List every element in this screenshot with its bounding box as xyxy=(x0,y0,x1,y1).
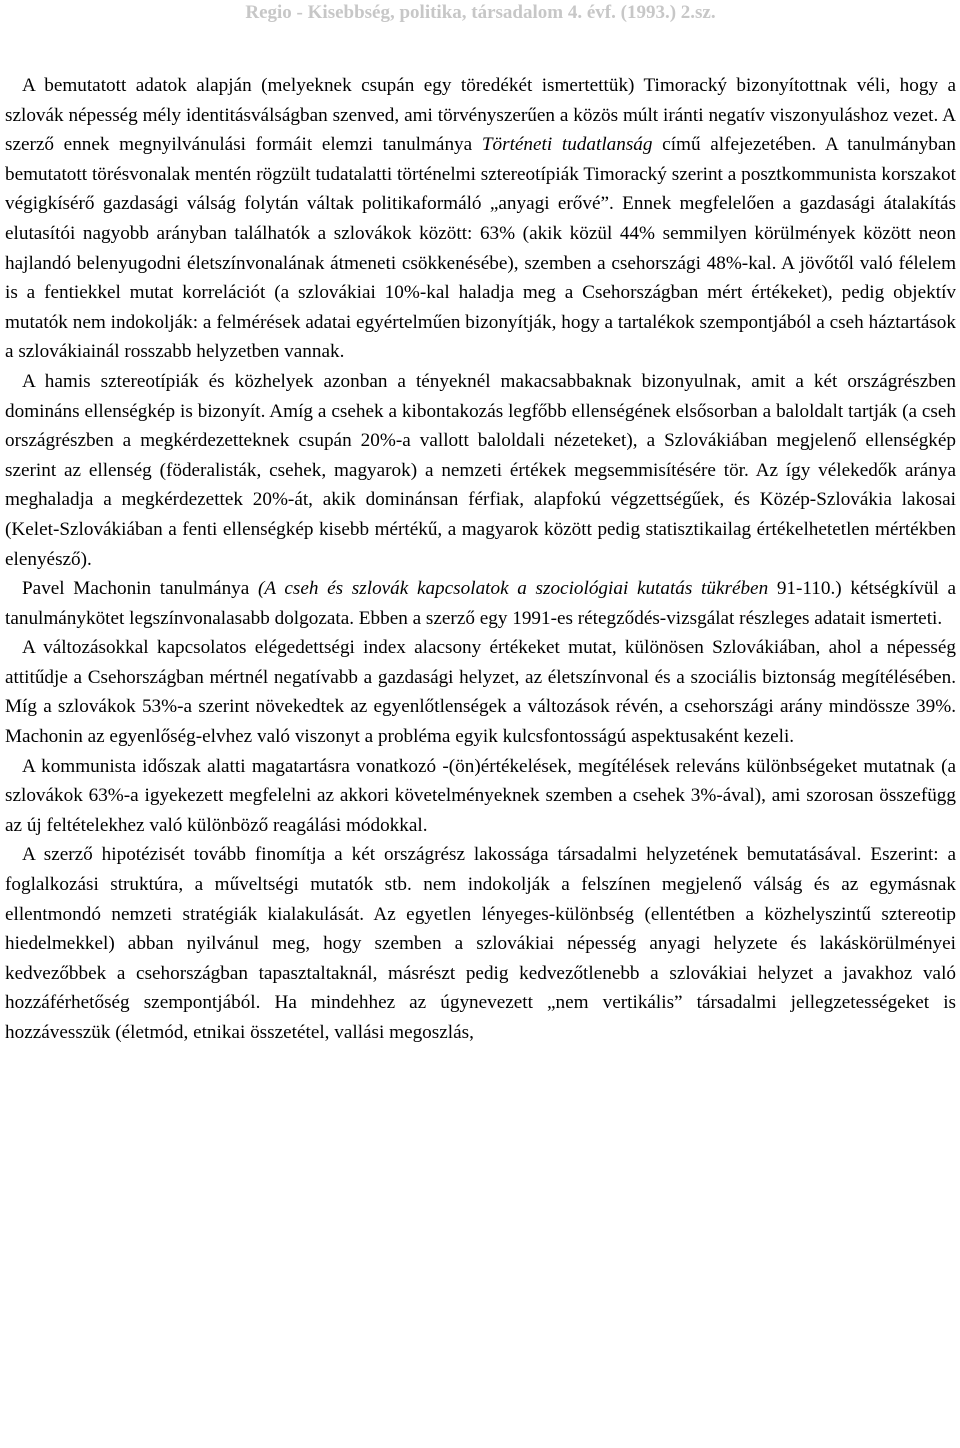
paragraph-1-run-3: című alfejezetében. A tanulmányban bemutatott törésvonalak mentén rögzült tudatalatti történelmi sztereotípiák Timoracký szerint a posztkommunista korszakot végigkísérő gazdasági válság folytán váltak politikaformáló „anyagi erővé”. Ennek megfelelően a gazdasági átalakítás elutasítói nagyobb arányban találhatók a szlovákok között: 63% (akik közül 44% semmilyen körülmények között neon hajlandó belenyugodni életszínvonalának átmeneti csökkenésébe), szemben a csehországi 48%-kal. A jövőtől való félelem is a fentiekkel mutat korrelációt (a szlovákiai 10%-kal haladja meg a Csehországban mért értékeket), pedig objektív mutatók nem indokolják: a felmérések adatai egyértelműen bizonyítják, hogy a tartalékok szempontjából a cseh háztartások a szlovákiainál rosszabb helyzetben vannak. xyxy=(5,134,956,363)
paragraph-5 xyxy=(5,752,956,841)
paragraph-2 xyxy=(5,367,956,574)
paragraph-2-run-1: A hamis sztereotípiák és közhelyek azonban a tényeknél makacsabbaknak bizonyulnak, amit a két országrészben domináns ellenségkép is bizonyít. Amíg a csehek a kibontakozás legfőbb ellenségének elsősorban a baloldalt tartják (a cseh országrészben a megkérdezetteknek csupán 20%-a vallott baloldali nézeteket), a Szlovákiában megjelenő ellenségkép szerint az ellenség (föderalisták, csehek, magyarok) a nemzeti értékek megsemmisítésére tör. Az így vélekedők aránya meghaladja a megkérdezettek 20%-át, akik dominánsan férfiak, alapfokú végzettségűek, és Közép-Szlovákia lakosai (Kelet-Szlovákiában a fenti ellenségkép kisebb mértékű, a magyarok között pedig statisztikailag értékelhetetlen mértékben elenyésző). xyxy=(5,370,956,570)
paragraph-1 xyxy=(5,71,956,367)
paragraph-5-run-1: A kommunista időszak alatti magatartásra vonatkozó -(ön)értékelések, megítélések releváns különbségeket mutatnak (a szlovákok 63%-a igyekezett megfelelni az akkori követelményeknek szemben a csehek 3%-ával), ami szorosan összefügg az új feltételekhez való különböző reagálási módokkal. xyxy=(5,755,956,836)
running-header: Regio - Kisebbség, politika, társadalom 4. évf. (1993.) 2.sz. xyxy=(245,2,716,23)
body-text xyxy=(5,71,956,1048)
paragraph-6-run-1: A szerző hipotézisét tovább finomítja a két országrész lakossága társadalmi helyzetének bemutatásával. Eszerint: a foglalkozási struktúra, a műveltségi mutatók stb. nem indokolják a felszínen megjelenő válság és az egymásnak ellentmondó nemzeti stratégiák kialakulását. Az egyetlen lényeges-különbség (ellentétben a közhelyszintű sztereotip hiedelmekkel) abban nyilvánul meg, hogy szemben a szlovákiai népesség anyagi helyzete és lakáskörülményei kedvezőbbek a csehországban tapasztaltaknál, másrészt pedig kedvezőtlenebb a szlovákiai helyzet a javakhoz való hozzáférhetőség szempontjából. Ha mindehhez az úgynevezett „nem vertikális” társadalmi jellegzetességeket is hozzávesszük (életmód, etnikai összetétel, vallási megoszlás, xyxy=(5,844,956,1043)
paragraph-1-run-1: A bemutatott adatok alapján (melyeknek csupán egy töredékét ismertettük) Timoracký bizonyítottnak véli, hogy a szlovák népesség mély identitásválságban szenved, ami törvényszerűen a közös múlt iránti negatív viszonyuláshoz vezet. A szerző ennek megnyilvánulási formáit elemzi tanulmánya xyxy=(5,75,956,156)
paragraph-3-run-1: Pavel Machonin tanulmánya xyxy=(22,578,258,600)
paragraph-4-run-1: A változásokkal kapcsolatos elégedettségi index alacsony értékeket mutat, különösen Szlovákiában, ahol a népesség attitűdje a Csehországban mértnél negatívabb a gazdasági helyzet, az életszínvonal és a szociális biztonság megítélésében. Míg a szlovákok 53%-a szerint növekedtek az egyenlőtlenségek a változások révén, a csehországi arány mindössze 39%. Machonin az egyenlőség-elvhez való viszonyt a probléma egyik kulcsfontosságú aspektusaként kezeli. xyxy=(5,637,956,748)
paragraph-1-italic-title: Történeti tudatlanság xyxy=(481,134,653,156)
paragraph-3 xyxy=(5,574,956,633)
paragraph-6 xyxy=(5,840,956,1047)
paragraph-3-italic-title: (A cseh és szlovák kapcsolatok a szociológiai kutatás tükrében xyxy=(257,578,769,600)
paragraph-4 xyxy=(5,633,956,751)
paragraph-3-run-3: 91-110.) kétségkívül a tanulmánykötet legszínvonalasabb dolgozata. Ebben a szerző egy 1991-es rétegződés-vizsgálat részleges adatait ismerteti. xyxy=(5,578,956,629)
